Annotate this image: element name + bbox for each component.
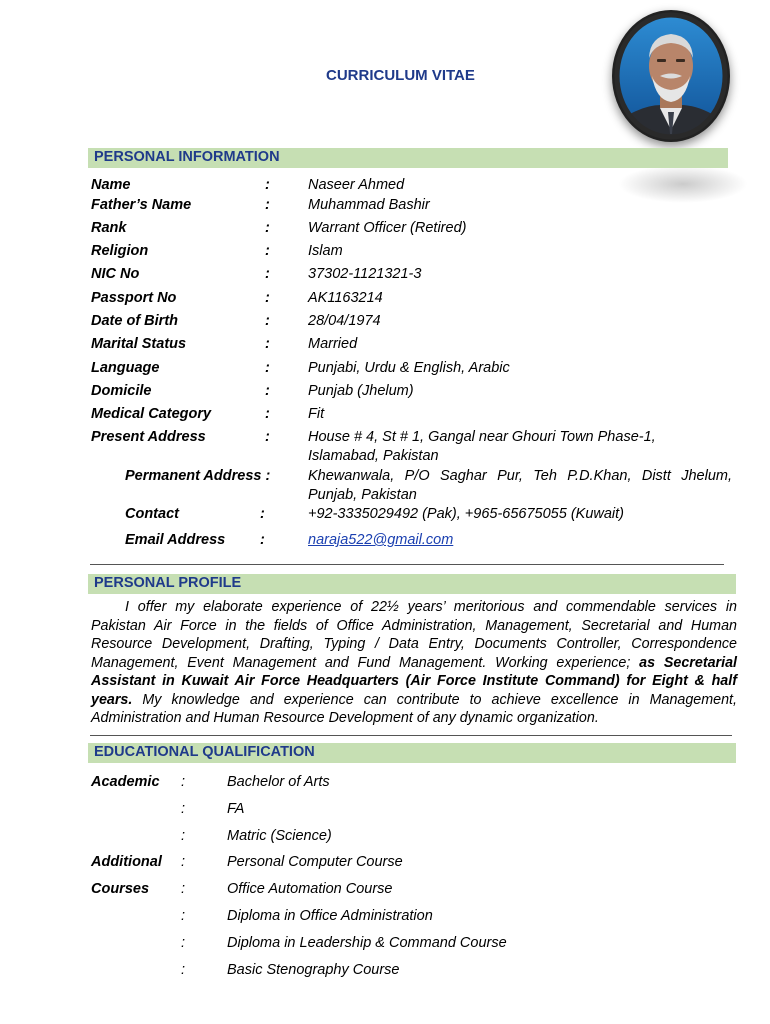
- field-value: House # 4, St # 1, Gangal near Ghouri Town Phase-1,: [308, 429, 656, 445]
- field-value: Warrant Officer (Retired): [308, 220, 467, 236]
- divider: [90, 735, 732, 736]
- profile-paragraph: [91, 598, 737, 728]
- colon: :: [265, 360, 270, 376]
- colon: :: [181, 962, 186, 978]
- field-value: Married: [308, 336, 358, 352]
- field-value: +92-3335029492 (Pak), +965-65675055 (Kuwait): [308, 506, 625, 522]
- field-value: Islam: [308, 243, 343, 259]
- profile-line: [91, 654, 737, 673]
- section-header-personal-profile: [88, 574, 736, 594]
- field-label: Permanent Address :: [125, 468, 271, 484]
- colon: :: [181, 854, 186, 870]
- profile-line: I offer my elaborate experience of 22½ years’ meritorious and commendable services in: [125, 599, 737, 615]
- profile-photo: [612, 10, 730, 142]
- colon: :: [265, 220, 270, 236]
- section-header-education: [88, 743, 736, 763]
- profile-line-bold: as Secretarial: [639, 654, 737, 671]
- colon: :: [265, 429, 270, 445]
- education-label: Courses: [91, 881, 150, 897]
- colon: :: [265, 313, 270, 329]
- field-value: Muhammad Bashir: [308, 197, 430, 213]
- field-value: Naseer Ahmed: [308, 177, 405, 193]
- field-label: Domicile: [91, 383, 152, 399]
- field-value: AK1163214: [308, 290, 383, 306]
- field-label: Present Address: [91, 429, 206, 445]
- email-link[interactable]: naraja522@gmail.com: [308, 532, 454, 548]
- field-value: Punjabi, Urdu & English, Arabic: [308, 360, 510, 376]
- profile-line: Administration and Human Resource Development of any dynamic organization.: [91, 710, 599, 726]
- profile-line-text: My knowledge and experience can contribute to achieve excellence in Management,: [132, 691, 737, 708]
- education-item: Personal Computer Course: [227, 854, 403, 870]
- profile-line: [91, 691, 737, 710]
- field-label: NIC No: [91, 266, 140, 282]
- education-item: Basic Stenography Course: [227, 962, 400, 978]
- field-label: Rank: [91, 220, 127, 236]
- colon: :: [260, 506, 265, 522]
- field-label: Contact: [125, 506, 179, 522]
- field-value: Islamabad, Pakistan: [308, 448, 439, 464]
- field-value: 37302-1121321-3: [308, 266, 422, 282]
- field-label: Name: [91, 177, 131, 193]
- colon: :: [181, 801, 186, 817]
- education-item: Office Automation Course: [227, 881, 393, 897]
- colon: :: [181, 908, 186, 924]
- field-label: Passport No: [91, 290, 177, 306]
- profile-line: Resource Development, Drafting, Typing / Data Entry, Documents Controller, Correspondence: [91, 636, 737, 652]
- colon: :: [260, 532, 265, 548]
- education-item: FA: [227, 801, 245, 817]
- field-label: Date of Birth: [91, 313, 178, 329]
- colon: :: [265, 383, 270, 399]
- profile-line-text: Management, Event Management and Fund Management. Working experience;: [91, 654, 640, 671]
- education-label: Academic: [91, 774, 160, 790]
- education-item: Diploma in Leadership & Command Course: [227, 935, 507, 951]
- field-value: Khewanwala, P/O Saghar Pur, Teh P.D.Khan, Distt Jhelum,: [308, 468, 732, 484]
- colon: :: [265, 290, 270, 306]
- colon: :: [265, 336, 270, 352]
- field-label: Email Address: [125, 532, 226, 548]
- page-title: CURRICULUM VITAE: [326, 67, 475, 84]
- colon: :: [265, 406, 270, 422]
- section-title: PERSONAL INFORMATION: [94, 149, 280, 165]
- section-header-personal-information: [88, 148, 728, 168]
- colon: :: [181, 881, 186, 897]
- colon: :: [181, 774, 186, 790]
- section-title: PERSONAL PROFILE: [94, 575, 242, 591]
- photo-shadow: [618, 165, 748, 203]
- field-value: 28/04/1974: [308, 313, 381, 329]
- field-label: Medical Category: [91, 406, 212, 422]
- field-value: Punjab (Jhelum): [308, 383, 414, 399]
- profile-line: Pakistan Air Force in the fields of Office Administration, Management, Secretarial and Human: [91, 617, 737, 634]
- education-item: Diploma in Office Administration: [227, 908, 433, 924]
- field-label: Language: [91, 360, 160, 376]
- field-label: Father’s Name: [91, 197, 192, 213]
- colon: :: [265, 243, 270, 259]
- section-title: EDUCATIONAL QUALIFICATION: [94, 744, 315, 760]
- education-item: Bachelor of Arts: [227, 774, 330, 790]
- field-label: Religion: [91, 243, 149, 259]
- field-value: Punjab, Pakistan: [308, 487, 417, 503]
- profile-line-bold: years.: [91, 691, 133, 708]
- avatar: [612, 10, 730, 142]
- colon: :: [181, 935, 186, 951]
- colon: :: [181, 828, 186, 844]
- field-value: Fit: [308, 406, 325, 422]
- profile-line: Assistant in Kuwait Air Force Headquarters (Air Force Institute Command) for Eight & half: [91, 673, 737, 689]
- colon: :: [265, 266, 270, 282]
- divider: [90, 564, 724, 565]
- colon: :: [265, 177, 270, 193]
- colon: :: [265, 197, 270, 213]
- education-label: Additional: [91, 854, 162, 870]
- field-label: Marital Status: [91, 336, 187, 352]
- education-item: Matric (Science): [227, 828, 332, 844]
